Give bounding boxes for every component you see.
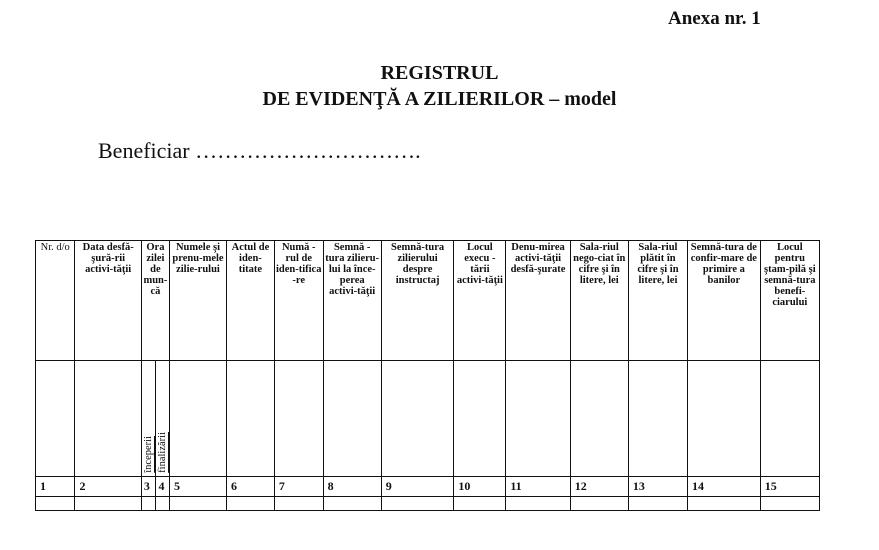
column-number: 11 xyxy=(506,477,570,497)
document-subtitle: DE EVIDENŢĂ A ZILIERILOR – model xyxy=(262,88,617,110)
empty-cell xyxy=(227,361,275,477)
empty-cell xyxy=(760,361,819,477)
register-table xyxy=(35,240,820,511)
annex-label: Anexa nr. 1 xyxy=(668,8,761,29)
col-date-header: Data desfă-şură-rii activi-tăţii xyxy=(75,241,141,361)
empty-cell xyxy=(323,361,381,477)
col-paid-salary-header: Sala-riul plătit în cifre şi în litere, lei xyxy=(628,241,687,361)
empty-cell xyxy=(381,361,454,477)
empty-cell xyxy=(75,497,141,511)
col-hours-header: Ora zilei de mun-că xyxy=(141,241,169,361)
empty-cell xyxy=(75,361,141,477)
column-number: 7 xyxy=(274,477,323,497)
empty-cell xyxy=(570,361,628,477)
empty-cell xyxy=(570,497,628,511)
col-start-hour-subheader xyxy=(141,361,156,477)
empty-cell xyxy=(36,497,75,511)
col-instruction-signature-header: Semnă-tura zilierului despre instructaj xyxy=(381,241,454,361)
empty-cell xyxy=(688,361,761,477)
column-number: 9 xyxy=(381,477,454,497)
empty-cell xyxy=(454,361,506,477)
column-number: 6 xyxy=(227,477,275,497)
column-number-row xyxy=(36,477,820,497)
column-number: 8 xyxy=(323,477,381,497)
empty-cell xyxy=(628,497,687,511)
col-id-doc-header: Actul de iden-titate xyxy=(227,241,275,361)
empty-cell xyxy=(628,361,687,477)
column-number: 15 xyxy=(760,477,819,497)
col-start-signature-header: Semnă -tura zilieru-lui la înce-perea activi-tăţii xyxy=(323,241,381,361)
col-name-header: Numele şi prenu-mele zilie-rului xyxy=(169,241,226,361)
start-hour-label: începerii xyxy=(143,436,155,473)
col-id-number-header: Numă -rul de iden-tifica -re xyxy=(274,241,323,361)
empty-cell xyxy=(274,361,323,477)
empty-cell xyxy=(274,497,323,511)
header-row xyxy=(36,241,820,361)
column-number: 1 xyxy=(36,477,75,497)
col-location-header: Locul execu -tării activi-tăţii xyxy=(454,241,506,361)
column-number: 12 xyxy=(570,477,628,497)
empty-cell xyxy=(454,497,506,511)
col-receipt-signature-header: Semnă-tura de confir-mare de primire a banilor xyxy=(688,241,761,361)
column-number: 2 xyxy=(75,477,141,497)
col-activity-header: Denu-mirea activi-tăţii desfă-şurate xyxy=(506,241,570,361)
column-number: 13 xyxy=(628,477,687,497)
empty-cell xyxy=(323,497,381,511)
beneficiary-line: Beneficiar …………………………. xyxy=(98,138,421,163)
column-number: 14 xyxy=(688,477,761,497)
blank-entry-row xyxy=(36,497,820,511)
empty-cell xyxy=(227,497,275,511)
column-number: 3 xyxy=(141,477,156,497)
col-nr-header: Nr. d/o xyxy=(36,241,75,361)
empty-cell xyxy=(760,497,819,511)
document-title: REGISTRUL xyxy=(380,62,499,84)
empty-cell xyxy=(506,361,570,477)
col-stamp-header: Locul pentru ştam-pilă şi semnă-tura benefi-ciarului xyxy=(760,241,819,361)
end-hour-label: finalizării xyxy=(157,432,169,473)
col-end-hour-subheader xyxy=(156,361,170,477)
empty-cell xyxy=(688,497,761,511)
empty-cell xyxy=(36,361,75,477)
column-number: 10 xyxy=(454,477,506,497)
subheader-row xyxy=(36,361,820,477)
col-negotiated-salary-header: Sala-riul nego-ciat în cifre şi în litere, lei xyxy=(570,241,628,361)
empty-cell xyxy=(381,497,454,511)
empty-cell xyxy=(506,497,570,511)
column-number: 4 xyxy=(156,477,170,497)
empty-cell xyxy=(156,497,170,511)
column-number: 5 xyxy=(169,477,226,497)
empty-cell xyxy=(169,497,226,511)
empty-cell xyxy=(141,497,156,511)
empty-cell xyxy=(169,361,226,477)
